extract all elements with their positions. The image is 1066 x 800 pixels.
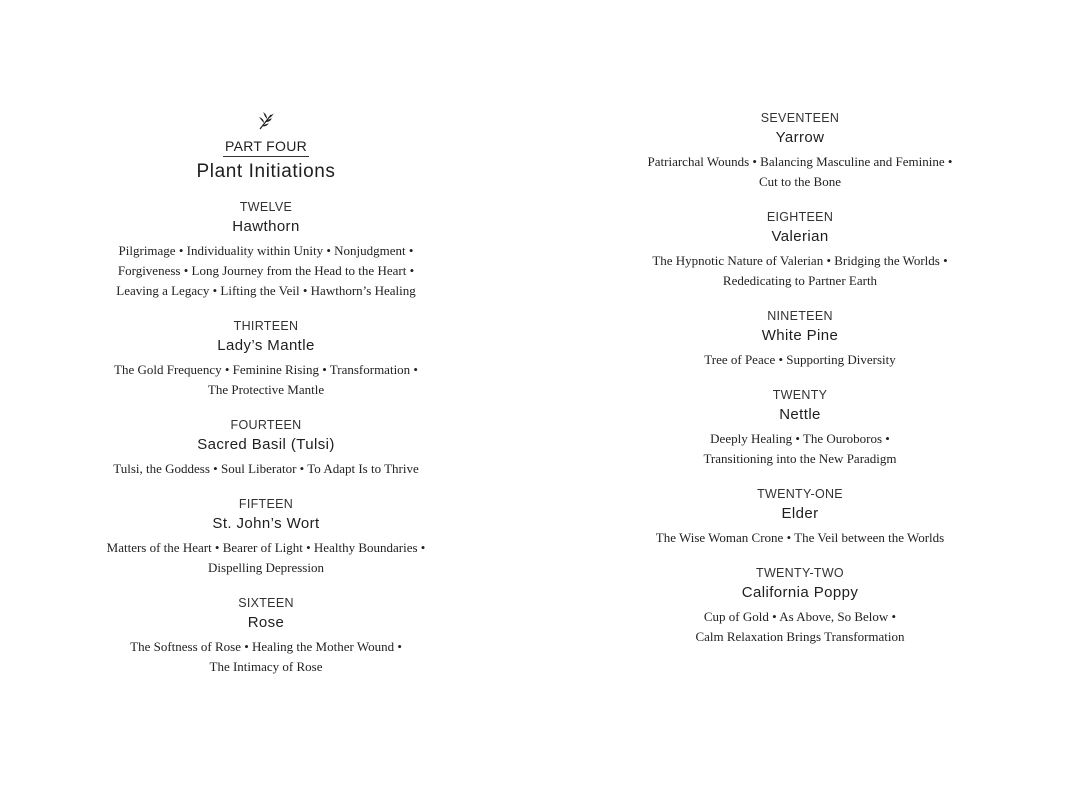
chapter-entry — [640, 308, 960, 370]
chapter-title: Sacred Basil (Tulsi) — [197, 436, 335, 453]
chapter-title: Hawthorn — [232, 218, 300, 235]
chapter-topics — [640, 350, 960, 370]
chapter-topics — [106, 637, 426, 677]
chapter-number: NINETEEN — [767, 309, 833, 323]
part-title: Plant Initiations — [196, 161, 336, 182]
chapter-topic-line: The Hypnotic Nature of Valerian • Bridging the Worlds • — [652, 253, 948, 268]
chapter-topic-line: The Wise Woman Crone • The Veil between the Worlds — [655, 530, 945, 545]
chapter-topic-line: Dispelling Depression — [208, 560, 324, 575]
chapter-title: Valerian — [771, 228, 829, 245]
chapter-topic-line: Matters of the Heart • Bearer of Light • Healthy Boundaries • — [106, 540, 426, 555]
chapter-title: Lady’s Mantle — [217, 337, 315, 354]
chapter-topics — [640, 152, 960, 192]
chapter-topic-line: Cut to the Bone — [759, 174, 841, 189]
chapter-title: St. John’s Wort — [212, 515, 320, 532]
chapter-title: Nettle — [779, 406, 821, 423]
chapter-topic-line: The Gold Frequency • Feminine Rising • Transformation • — [114, 362, 418, 377]
chapter-entry — [106, 417, 426, 479]
leaf-sprig-icon — [256, 110, 276, 132]
chapter-topic-line: Calm Relaxation Brings Transformation — [695, 629, 905, 644]
chapter-entry — [106, 318, 426, 400]
chapter-number: SIXTEEN — [238, 596, 294, 610]
chapter-topic-line: The Protective Mantle — [207, 382, 325, 397]
right-chapter-list — [640, 110, 960, 647]
chapter-number: TWENTY-TWO — [756, 566, 844, 580]
chapter-entry — [640, 110, 960, 192]
chapter-title: White Pine — [761, 327, 839, 344]
chapter-entry — [106, 595, 426, 677]
chapter-topic-line: Leaving a Legacy • Lifting the Veil • Hawthorn’s Healing — [116, 283, 416, 298]
chapter-entry — [640, 387, 960, 469]
chapter-number: EIGHTEEN — [766, 210, 834, 224]
part-header — [106, 110, 426, 183]
chapter-topic-line: Patriarchal Wounds • Balancing Masculine and Feminine • — [647, 154, 953, 169]
chapter-entry — [640, 209, 960, 291]
chapter-topic-line: The Intimacy of Rose — [209, 659, 323, 674]
chapter-topics — [106, 360, 426, 400]
chapter-topics — [106, 459, 426, 479]
chapter-number: FIFTEEN — [238, 497, 294, 511]
chapter-topic-line: Forgiveness • Long Journey from the Head to the Heart • — [117, 263, 415, 278]
chapter-topics — [640, 251, 960, 291]
chapter-topic-line: Cup of Gold • As Above, So Below • — [703, 609, 897, 624]
chapter-topic-line: Pilgrimage • Individuality within Unity • Nonjudgment • — [118, 243, 414, 258]
chapter-number: THIRTEEN — [233, 319, 299, 333]
chapter-topic-line: Deeply Healing • The Ouroboros • — [710, 431, 890, 446]
chapter-title: Yarrow — [775, 129, 825, 146]
chapter-topics — [640, 607, 960, 647]
chapter-entry — [106, 199, 426, 301]
chapter-title: Rose — [247, 614, 285, 631]
chapter-entry — [106, 496, 426, 578]
chapter-topic-line: Tulsi, the Goddess • Soul Liberator • To Adapt Is to Thrive — [113, 461, 419, 476]
chapter-topics — [640, 528, 960, 548]
chapter-entry — [640, 486, 960, 548]
chapter-topics — [106, 538, 426, 578]
part-label: PART FOUR — [223, 138, 309, 157]
chapter-topic-line: Transitioning into the New Paradigm — [703, 451, 897, 466]
chapter-number: FOURTEEN — [230, 418, 302, 432]
chapter-number: TWENTY-ONE — [757, 487, 843, 501]
chapter-topic-line: Rededicating to Partner Earth — [722, 273, 878, 288]
right-page-column — [640, 0, 960, 664]
chapter-topics — [640, 429, 960, 469]
chapter-number: SEVENTEEN — [760, 111, 840, 125]
chapter-topics — [106, 241, 426, 301]
chapter-number: TWENTY — [772, 388, 828, 402]
chapter-title: California Poppy — [741, 584, 859, 601]
chapter-entry — [640, 565, 960, 647]
chapter-number: TWELVE — [239, 200, 293, 214]
chapter-topic-line: The Softness of Rose • Healing the Mother Wound • — [130, 639, 402, 654]
left-chapter-list — [106, 199, 426, 677]
chapter-title: Elder — [781, 505, 819, 522]
chapter-topic-line: Tree of Peace • Supporting Diversity — [704, 352, 896, 367]
left-page-column — [106, 0, 426, 694]
